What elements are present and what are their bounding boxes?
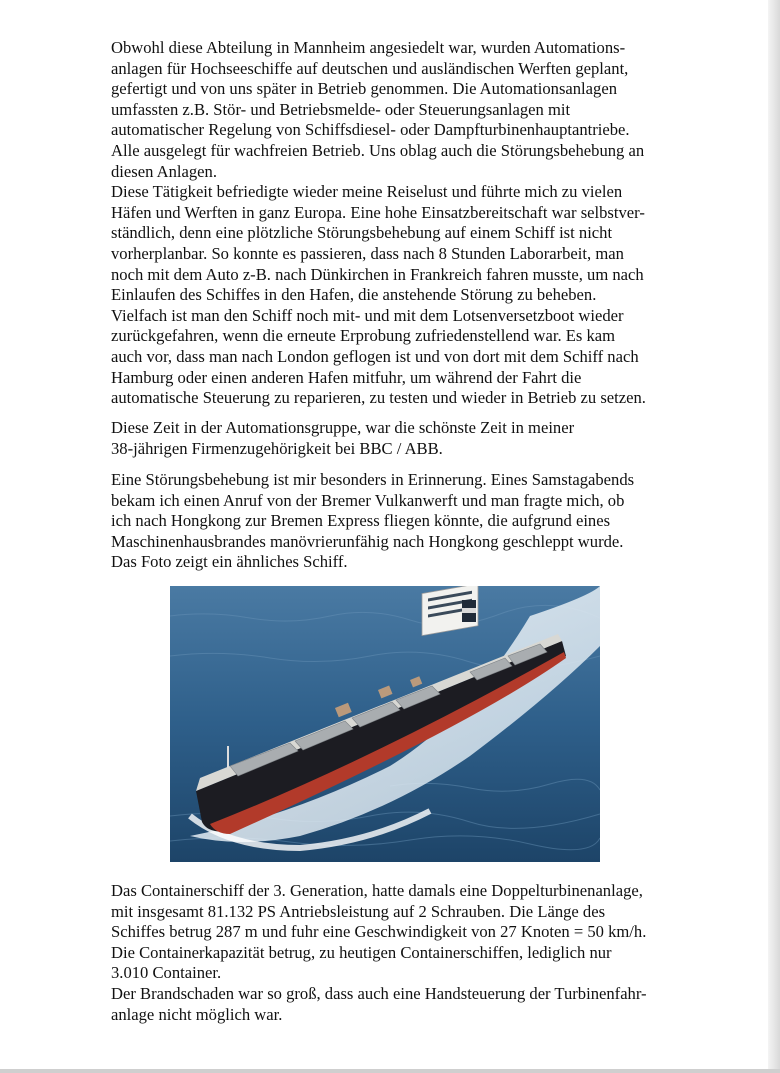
text-block-memory — [111, 470, 711, 573]
paragraph-best-time: Diese Zeit in der Automationsgruppe, war die schönste Zeit in meiner 38-jährigen Firmenzugehörigkeit bei BBC / ABB. — [111, 418, 575, 458]
paragraph-fire-damage: Der Brandschaden war so groß, dass auch eine Handsteuerung der Turbinenfahr- anlage nicht möglich war. — [111, 983, 647, 1024]
container-ship-image — [170, 586, 600, 862]
text-block-intro — [111, 38, 711, 409]
funnel-band — [462, 608, 476, 613]
scan-edge — [768, 0, 780, 1073]
paragraph-automation: Obwohl diese Abteilung in Mannheim angesiedelt war, wurden Automations- anlagen für Hochseeschiffe auf deutschen und ausländischen Werften geplant, gefertigt und von uns später in Betrieb genommen. Die Automationsanlagen umfassten z.B. Stör- und Betriebsmelde- oder Steuerungsanlagen mit automatischer Regelung von Schiffsdiesel- oder Dampfturbinenhauptantriebe. Alle ausgelegt für wachfreien Betrieb. Uns oblag auch die Störungsbehebung an diesen Anlagen. — [111, 38, 645, 181]
paragraph-ship-specs: Das Containerschiff der 3. Generation, hatte damals eine Doppelturbinenanlage, mit insgesamt 81.132 PS Antriebsleistung auf 2 Schrauben. Die Länge des Schiffes betrug 287 m und fuhr eine Geschwindigkeit von 27 Knoten = 50 km/h. Die Containerkapazität betrug, zu heutigen Containerschiffen, lediglich nur 3.010 Container. — [111, 881, 647, 983]
paragraph-hongkong: Eine Störungsbehebung ist mir besonders in Erinnerung. Eines Samstagabends bekam ich einen Anruf von der Bremer Vulkanwerft und man fragte mich, ob ich nach Hongkong zur Bremen Express fliegen könnte, die aufgrund eines Maschinenhausbrandes manövrierunfähig nach Hongkong geschleppt wurde. Das Foto zeigt ein ähnliches Schiff. — [111, 470, 635, 572]
scan-edge-bottom — [0, 1069, 780, 1073]
text-block-best-time — [111, 418, 711, 459]
paragraph-travel: Diese Tätigkeit befriedigte wieder meine Reiselust und führte mich zu vielen Häfen und Werften in ganz Europa. Eine hohe Einsatzbereitschaft war selbstver- ständlich, denn eine plötzliche Störungsbehebung auf einem Schiff ist nicht vorherplanbar. So konnte es passieren, dass nach 8 Stunden Laborarbeit, man noch mit dem Auto z-B. nach Dünkirchen in Frankreich fahren musste, um nach Einlaufen des Schiffes in den Hafen, die anstehende Störung zu beheben. Vielfach ist man den Schiff noch mit- und mit dem Lotsenversetzboot wieder zurückgefahren, wenn die erneute Erprobung zufriedenstellend war. Es kam auch vor, dass man nach London geflogen ist und von dort mit dem Schiff nach Hamburg oder einen anderen Hafen mitfuhr, um während der Fahrt die automatische Steuerung zu reparieren, zu testen und wieder in Betrieb zu setzen. — [111, 182, 646, 408]
text-block-ship-facts — [111, 881, 711, 1025]
ship-photo — [170, 586, 600, 862]
